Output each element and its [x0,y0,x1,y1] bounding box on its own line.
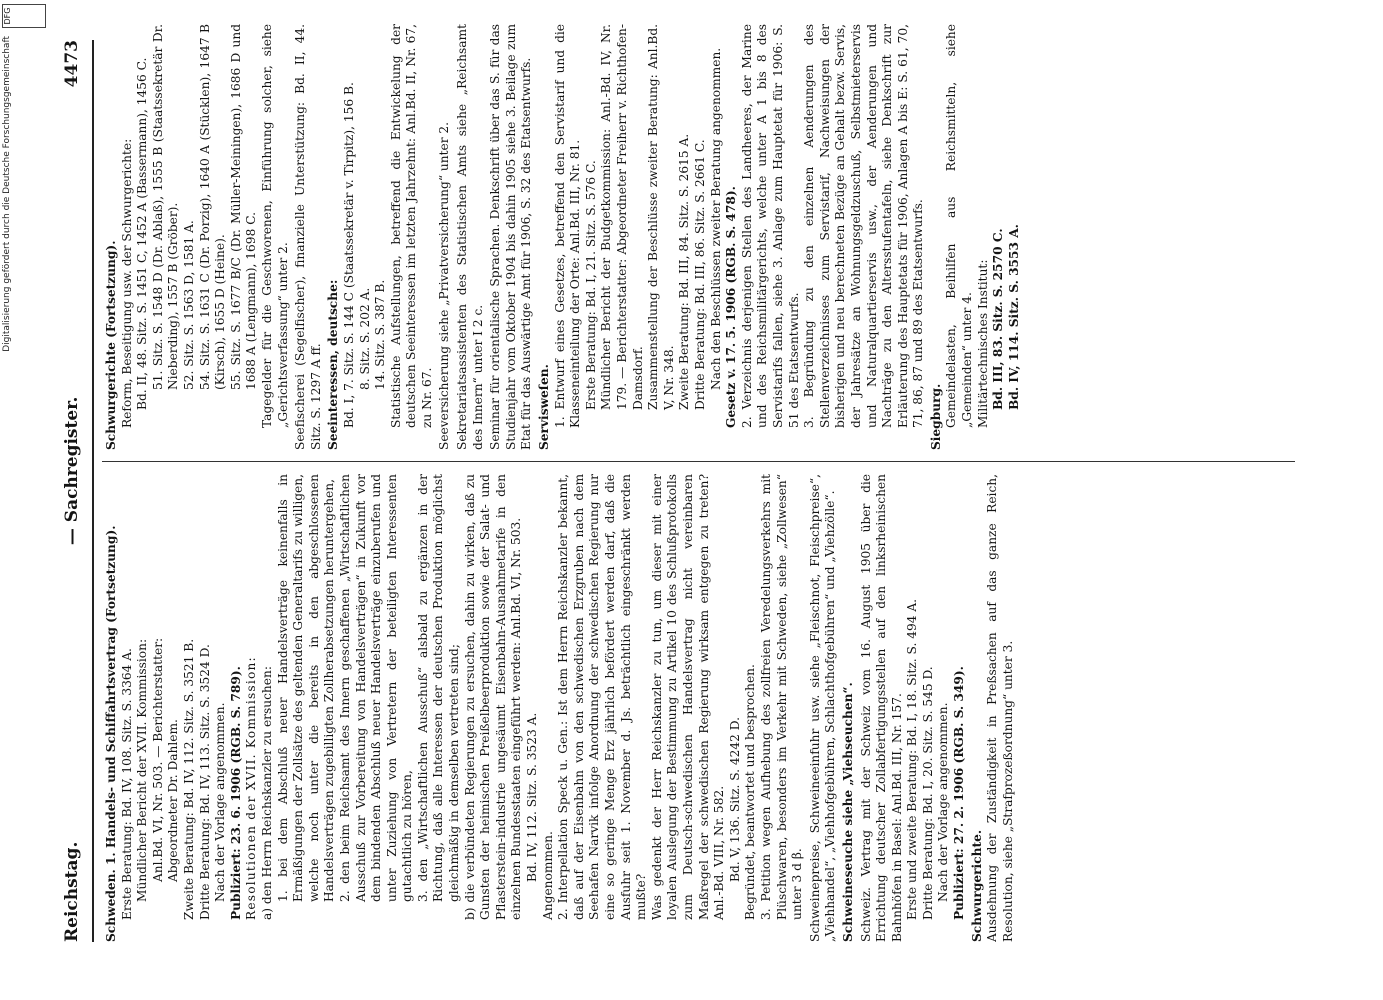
page-number: 4473 [62,40,82,88]
text-line: 2. Verzeichnis derjenigen Stellen des Landheeres, der Marine und des Reichsmilitärgerichts, welche unter A 1 bis 8 des Servistarifs fallen, siehe 3. Anlage zum Hauptetat für 1906: S. 51 des Etatsentwurfs. [739,24,801,428]
entry-schweineseuche: Schweineseuche siehe „Viehseuchen“. [840,682,855,942]
page-content [2,7,1295,942]
text-line: Bd. IV, 114. Sitz. S. 3553 A. [1006,224,1021,410]
left-column [102,474,1295,942]
header-rule [92,40,94,942]
text-line: Nach der Vorlage angenommen. [936,702,951,902]
text-line: 8. Sitz. S. 202 A. [357,287,372,390]
dfg-logo: DFG [2,4,46,28]
text-line: Zusammenstellung der Beschlüsse zweiter Beratung: Anl.Bd. V, Nr. 348. [646,24,676,410]
text-line: 3. den „Wirtschaftlichen Ausschuß“ alsbald zu ergänzen in der Richtung, daß alle Interessen der deutschen Produktion möglichst gleichmäßig in demselben vertreten sind; [415,474,462,902]
text-line: 1. bei dem Abschluß neuer Handelsverträge keinenfalls in Ermäßigungen der Zollsätze des geltenden Generaltarifs zu willigen, welche noch unter die bereits in den abgeschlossenen Handelsverträgen zugebilligten Zollherabsetzungen heruntergehen, [275,474,337,902]
text-line: Abgeordneter Dr. Dahlem. [166,719,181,882]
text-line: Bd. V, 136. Sitz. S. 4242 D. [727,716,742,882]
entry-seefischerei: Seefischerei (Segelfischer), finanzielle Unterstützung: Bd. II, 44. Sitz. S. 1297 A ff. [293,24,323,450]
page-header [62,40,90,942]
text-line: Was gedenkt der Herr Reichskanzler zu tun, um dieser mit einer loyalen Auslegung der Bestimmung zu Artikel 10 des Schlußprotokolls zum Deutsch-schwedischen Handelsvertrag nicht vereinbaren Maßregel der schwedischen Regierung wirksam entgegen zu treten? Anl.-Bd. VIII, Nr. 582. [649,474,727,920]
entry-seeinteressen: Seeinteressen, deutsche: [326,279,341,450]
text-line: 14. Sitz. S. 387 B. [373,279,388,390]
text-line: Bd. III, 83. Sitz. S. 2570 C. [991,228,1006,410]
entry-schweinepreise: Schweinepreise, Schweineeinfuhr usw. siehe „Fleischnot, Fleischpreise“, „Viehhandel“, „Viehhofgebühren, Schlachthofgebühren“ und „Viehzölle“. [807,474,838,942]
text-line: Dritte Beratung: Bd. IV, 113. Sitz. S. 3524 D. [197,644,212,920]
text-line: a) den Herrn Reichskanzler zu ersuchen: [259,666,274,920]
entry-seeversicherung: Seeversicherung siehe „Privatversicherung“ unter 2. [437,121,452,450]
text-line: Tagegelder für die Geschworenen, Einführung solcher, siehe „Gerichtsverfassung“ unter 2. [259,24,290,428]
text-line: 55. Sitz. S. 1677 B/C (Dr. Müller-Meiningen), 1686 D und 1688 A (Lengmann), 1698 C. [228,24,259,390]
text-line: Mündlicher Bericht der Budgetkommission: Anl.-Bd. IV, Nr. 179. — Berichterstatter: Abgeordneter Freiherr v. Richthofen-Damsdorf. [599,24,645,410]
text-line: Begründet, beantwortet und besprochen. [743,664,758,920]
text-line: Publiziert: 23. 6. 1906 (RGB. S. 789). [228,666,243,920]
text-line: Zweite Beratung: Bd. IV, 112. Sitz. S. 3521 B. [181,638,196,920]
text-line: Ausdehnung der Zuständigkeit in Preßsachen auf das ganze Reich, Resolution, siehe „Strafprozeßordnung“ unter 3. [985,474,1015,942]
text-line: Gesetz v. 17. 5. 1906 (RGB. S. 478). [724,186,739,428]
text-line: Erste und zweite Beratung: Bd. I, 18. Sitz. S. 494 A. [905,598,920,920]
header-center: — Sachregister. [62,396,82,546]
text-line: Dritte Beratung: Bd. III, 86. Sitz. S. 2661 C. [692,139,707,410]
text-line: Nach der Vorlage angenommen. [213,702,228,902]
entry-serviswesen: Servisweſen. [537,364,552,450]
text-line: 3. Petition wegen Aufhebung des zollfreien Veredelungsverkehrs mit Plüschwaren, besonders im Verkehr mit Schweden, siehe „Zollwesen“ unter 3 d β. [758,474,805,920]
text-line: 1. Entwurf eines Gesetzes, betreffend den Servistarif und die Klasseneinteilung der Orte: Anl.Bd. III, Nr. 81. [552,24,583,428]
text-line: Gemeindelasten, Beihilfen aus Reichsmitteln, siehe „Gemeinden“ unter 4. [944,24,975,428]
entry-schweiz: Schweiz. Vertrag mit der Schweiz vom 16. August 1905 über die Errichtung deutscher Zollabfertigungsstellen auf den linksrheinischen Bahnhöfen in Basel: Anl.Bd. III, Nr. 157. [858,474,904,942]
text-line: 51. Sitz. S. 1548 D (Dr. Ablaß), 1555 B (Staatssekretär Dr. Nieberding), 1557 B (Gröber). [150,24,181,390]
entry-schwurgerichte: Schwurgerichte. [969,829,984,942]
text-line: 54. Sitz. S. 1631 C (Dr. Porzig), 1640 A (Stücklen), 1647 B (Kirsch), 1655 D (Heine). [197,24,228,390]
text-line: b) die verbündeten Regierungen zu ersuchen, dahin zu wirken, daß zu Gunsten der heimischen Preißelbeerproduktion sowie der Salat- und Pflasterstein-industrie ungesäumt Eisenbahn-Ausnahmetarife in den einzelnen Bundesstaaten eingeführt werden: Anl.Bd. VI, Nr. 503. [462,474,524,920]
entry-seminar: Seminar für orientalische Sprachen. Denkschrift über das S. für das Studienjahr vom Oktober 1904 bis dahin 1905 siehe 3. Beilage zum Etat für das Auswärtige Amt für 1906, S. 32 des Etatsentwurfs. [488,24,534,450]
text-line: Bd. I, 7. Sitz. S. 144 C (Staatssekretär v. Tirpitz), 156 B. [341,82,356,428]
entry-siegburg: Siegburg. [928,383,943,450]
entry-schwurgerichte-cont: Schwurgerichte (Fortsetzung). [104,240,118,450]
text-line: Statistische Aufstellungen, betreffend die Entwickelung der deutschen Seeinteressen im letzten Jahrzehnt: Anl.Bd. II, Nr. 67, zu Nr. 67. [388,24,434,428]
text-line: Nach den Beschlüssen zweiter Beratung angenommen. [708,47,723,390]
columns [102,24,1295,942]
entry-schweden-heading: Schweden. 1. Handels- und Schiffahrtsvertrag (Fortsetzung). [104,525,118,942]
text-line: 2. Interpellation Speck u. Gen.: Ist dem Herrn Reichskanzler bekannt, daß auf der Eisenbahn von den schwedischen Erzgruben nach dem Seehafen Narvik infolge Anordnung der schwedischen Regierung nur eine so geringe Menge Erz jährlich befördert werden darf, daß die Ausfuhr seit 1. November d. Js. beträchtlich eingeschränkt werden mußte? [556,474,649,920]
entry-sekretariatsassistenten: Sekretariatsassistenten des Statistischen Amts siehe „Reichsamt des Innern“ unter I 2 c. [455,24,485,450]
text-line: Resolutionen der XVII. Kommission: [244,656,259,920]
text-line: Bd. II, 48. Sitz. S. 1451 C, 1452 A (Bassermann), 1456 C. [135,57,150,410]
right-column [102,24,1295,450]
text-line: 52. Sitz. S. 1563 D, 1581 A. [181,220,196,390]
text-line: Angenommen. [540,831,555,920]
text-line: Reform, Beseitigung usw. der Schwurgerichte: [119,138,134,428]
text-line: Zweite Beratung: Bd. III, 84. Sitz. S. 2615 A. [677,133,692,410]
text-line: Dritte Beratung: Bd. I, 20. Sitz. S. 545 D. [920,666,935,920]
text-line: Militärtechnisches Institut: [975,259,990,428]
column-divider [102,461,1295,462]
text-line: 3. Begründung zu den einzelnen Aenderungen des Stellenverzeichnisses zum Servistarif, Nachweisungen der bisherigen und neu berechneten Bezüge an Gehalt bezw. Servis, der Jahresätze an Wohnungsgeldzuschuß, Selbstmieterservis und Naturalquartierservis usw., der Aenderungen und Nachträge zu den Altersstufentafeln, siehe Denkschrift zur Erläuterung des Hauptetats für 1906, Anlagen A bis E: S. 61, 70, 71, 86, 87 und 89 des Etatsentwurfs. [802,24,926,428]
text-line: 2. den beim Reichsamt des Innern geschaffenen „Wirtschaftlichen Ausschuß zur Vorbereitung von Handelsverträgen“ in Zukunft vor dem bindenden Abschluß neuer Handelsverträge einzuberufen und unter Zuziehung von Vertretern der beteiligten Interessenten gutachtlich zu hören, [337,474,415,902]
text-line: Bd. IV, 112. Sitz. S. 3523 A. [525,712,540,882]
digitization-note: Digitalisierung gefördert durch die Deutsche Forschungsgemeinschaft [2,36,12,352]
text-line: Publiziert: 27. 2. 1906 (RGB. S. 349). [952,666,967,920]
text-line: Mündlicher Bericht der XVII. Kommission: [135,638,150,902]
text-line: Erste Beratung: Bd. I, 21. Sitz. S. 576 C. [583,160,598,410]
text-line: Erste Beratung: Bd. IV, 108. Sitz. S. 3364 A. [119,648,134,920]
header-left: Reichstag. [62,841,82,942]
text-line: Anl.Bd. VI, Nr. 503. — Berichterstatter: [150,637,165,882]
